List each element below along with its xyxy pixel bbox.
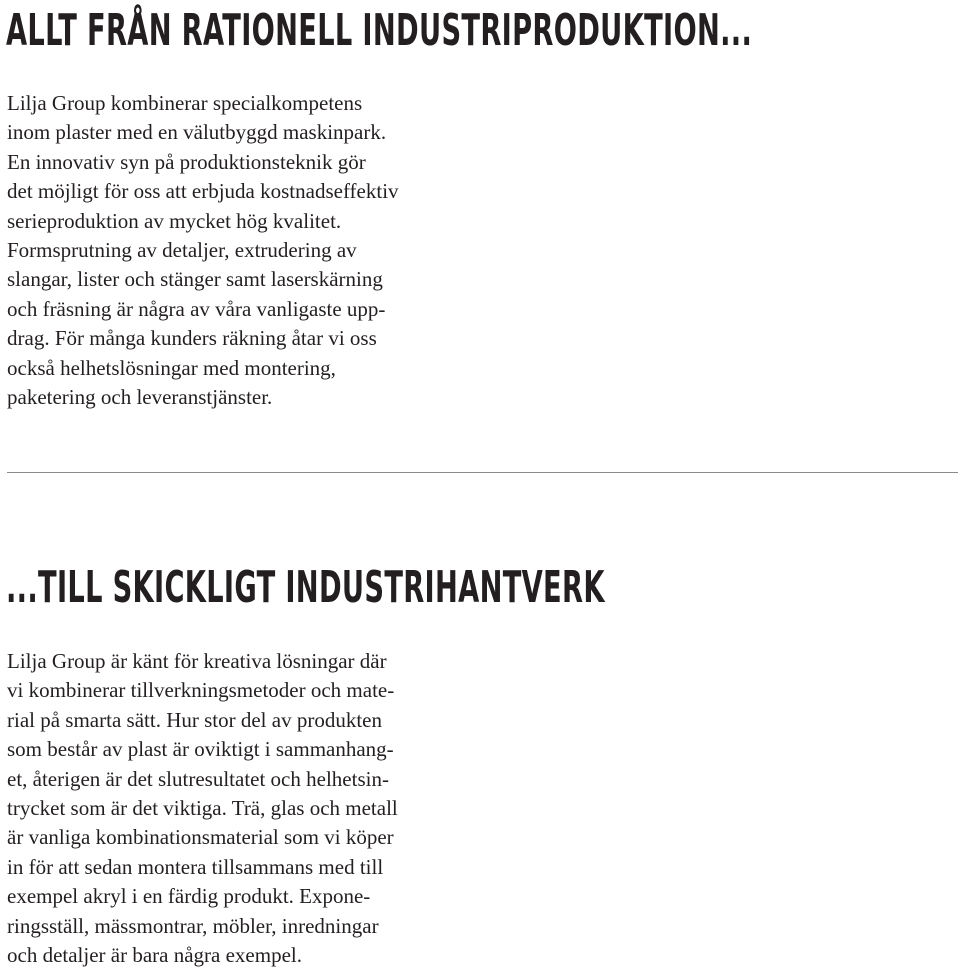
body-line: En innovativ syn på produktionsteknik gör (7, 149, 366, 174)
section-heading-craftsmanship: ...TILL SKICKLIGT INDUSTRIHANTVERK (6, 562, 605, 613)
body-line: inom plaster med en välutbyggd maskinpark. (7, 120, 387, 145)
body-line: Lilja Group kombinerar specialkompetens (7, 91, 363, 115)
body-line: också helhetslösningar med montering, (7, 355, 336, 380)
body-line: trycket som är det viktiga. Trä, glas och metall (7, 796, 398, 821)
body-line: ringsställ, mässmontrar, möbler, inredningar (7, 913, 379, 938)
body-line: det möjligt för oss att erbjuda kostnadseffektiv (7, 179, 399, 204)
body-line: serieproduktion av mycket hög kvalitet. (7, 208, 342, 233)
section-body-craftsmanship (7, 647, 398, 970)
body-line: vi kombinerar tillverkningsmetoder och mate- (7, 678, 395, 703)
section-heading-industrial-production: ALLT FRÅN RATIONELL INDUSTRIPRODUKTION... (6, 5, 753, 56)
body-line: exempel akryl i en färdig produkt. Expone- (7, 884, 371, 909)
body-line: Formsprutning av detaljer, extrudering av (7, 238, 357, 263)
body-line: et, återigen är det slutresultatet och helhetsin- (7, 766, 389, 791)
body-line: drag. För många kunders räkning åtar vi oss (7, 326, 377, 351)
section-body-industrial-production (7, 89, 399, 412)
body-line: och detaljer är bara några exempel. (7, 943, 302, 968)
body-line: paketering och leveranstjänster. (7, 385, 273, 410)
body-line: som består av plast är oviktigt i sammanhang- (7, 737, 394, 762)
body-line: in för att sedan montera tillsammans med till (7, 854, 384, 879)
body-line: rial på smarta sätt. Hur stor del av produkten (7, 707, 382, 732)
section-divider (7, 472, 958, 473)
body-line: är vanliga kombinationsmaterial som vi köper (7, 825, 394, 850)
body-line: och fräsning är några av våra vanligaste upp- (7, 296, 386, 321)
body-line: Lilja Group är känt för kreativa lösningar där (7, 649, 387, 673)
body-line: slangar, lister och stänger samt laserskärning (7, 267, 383, 292)
